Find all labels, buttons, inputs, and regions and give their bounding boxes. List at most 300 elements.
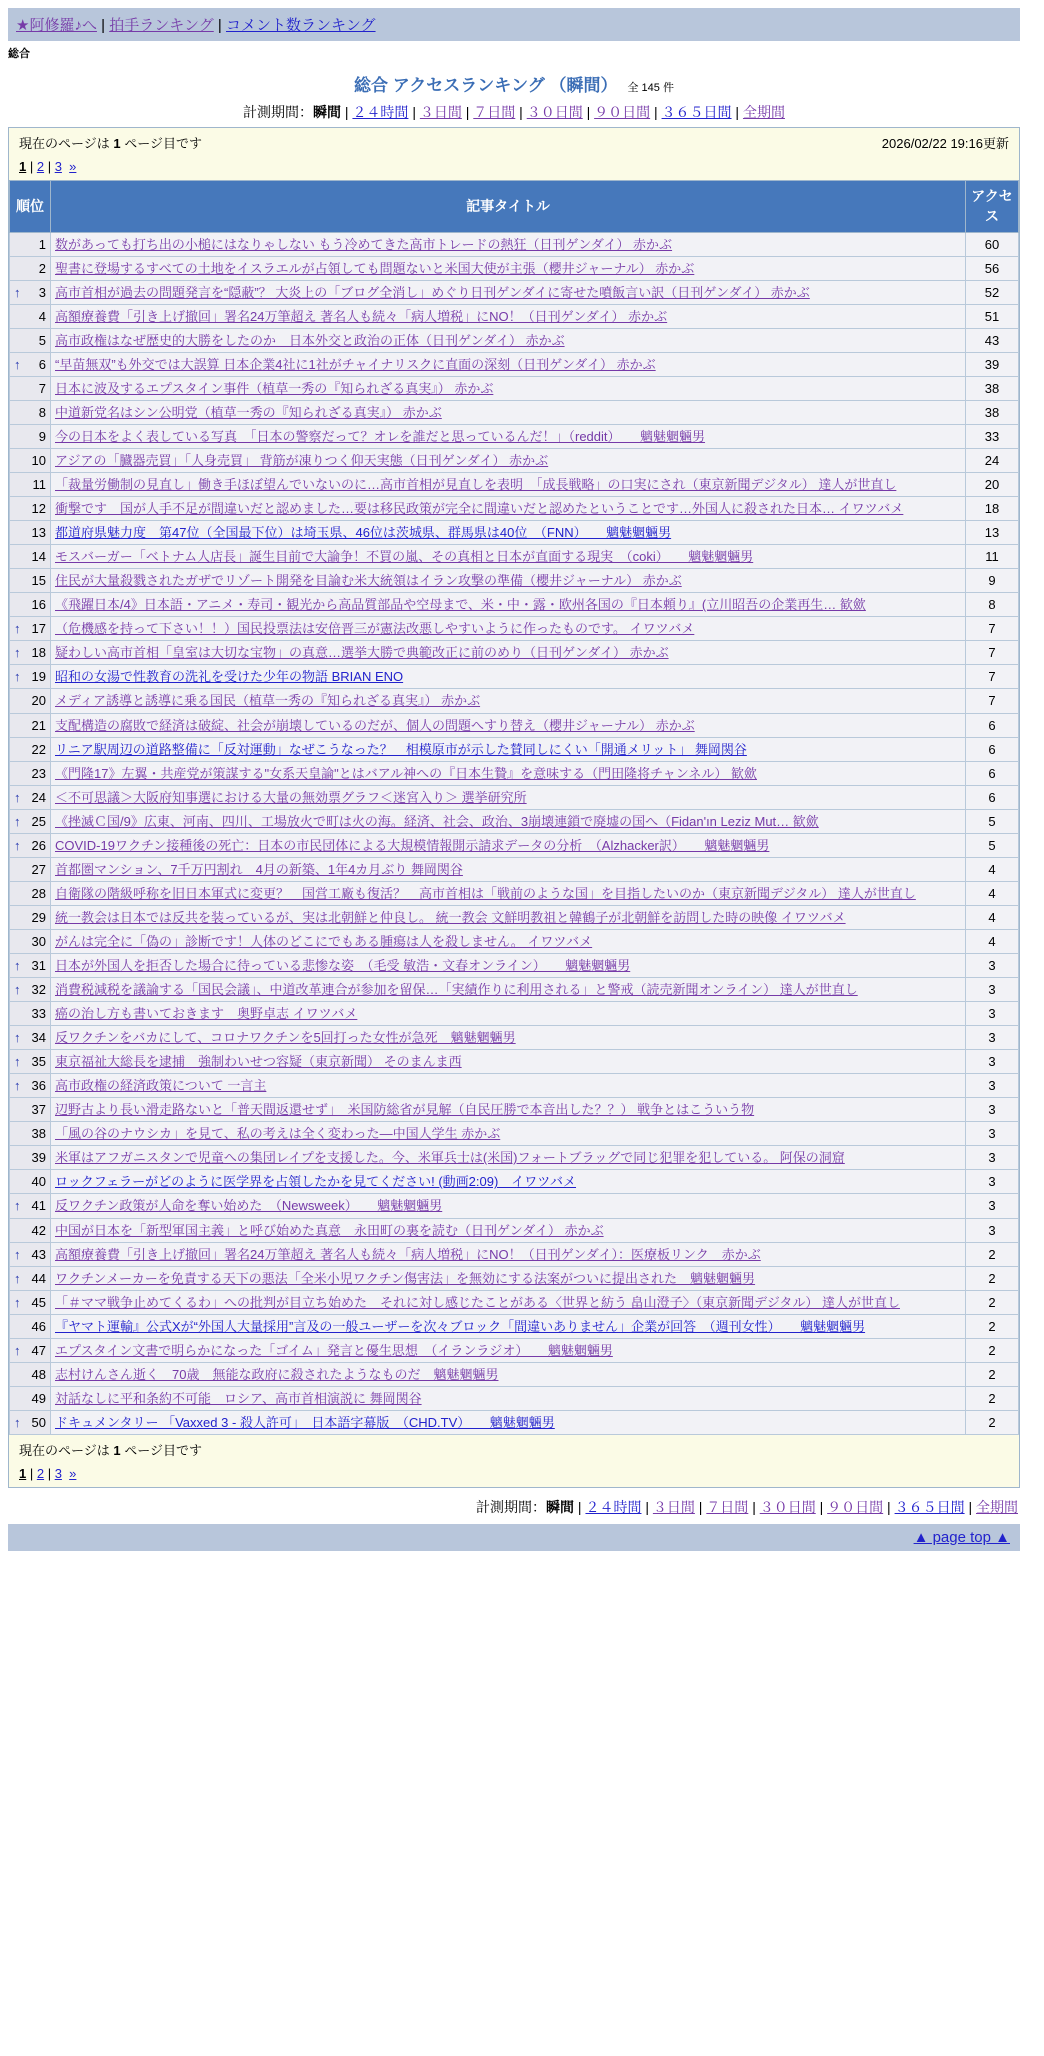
article-link[interactable]: エプスタイン文書で明らかになった「ゴイム」発言と優生思想 （イランラジオ） 魑魅魍魎男 [55, 1342, 613, 1358]
table-row [10, 617, 1019, 641]
period-bar-top [8, 102, 1020, 122]
rank-cell [10, 1170, 51, 1194]
period-link: 瞬間 [313, 104, 342, 120]
col-access: アクセス [966, 181, 1019, 233]
nav-link[interactable]: 拍手ランキング [109, 17, 214, 34]
rank-number: 2 [38, 260, 46, 276]
article-link[interactable]: アジアの「臓器売買」「人身売買」 背筋が凍りつく仰天実態（日刊ゲンダイ） 赤かぶ [55, 453, 549, 469]
article-link[interactable]: ロックフェラーがどのように医学界を占領したかを見てください! (動画2:09) イワツバメ [55, 1174, 577, 1190]
rank-cell [10, 785, 51, 809]
rank-cell [10, 737, 51, 761]
article-title-cell [51, 833, 966, 857]
article-title-cell [51, 352, 966, 376]
rank-cell [10, 1122, 51, 1146]
page-info-top [9, 128, 1019, 180]
access-count: 4 [966, 929, 1019, 953]
article-title-cell [51, 1026, 966, 1050]
article-link[interactable]: 高市政権の経済政策について 一言主 [55, 1078, 267, 1094]
article-title-cell [51, 617, 966, 641]
separator: | [461, 104, 474, 120]
rank-cell [10, 1002, 51, 1026]
article-link[interactable]: 癌の治し方も書いておきます 奥野卓志 イワツバメ [55, 1006, 358, 1022]
article-link[interactable]: 今の日本をよく表している写真 「日本の警察だって？オレを誰だと思っているんだ！」（reddit） 魑魅魍魎男 [55, 428, 706, 444]
rank-number: 23 [31, 765, 46, 781]
article-title-cell [51, 857, 966, 881]
rank-cell [10, 1242, 51, 1266]
table-row [10, 449, 1019, 473]
rank-number: 47 [31, 1342, 46, 1358]
table-row [10, 1146, 1019, 1170]
article-link[interactable]: 都道府県魅力度 第47位（全国最下位）は埼玉県、46位は茨城県、群馬県は40位 （FNN） 魑魅魍魎男 [55, 525, 672, 541]
article-title-cell [51, 1218, 966, 1242]
rank-number: 36 [31, 1078, 46, 1094]
rank-cell [10, 232, 51, 256]
article-link[interactable]: 《挫滅Ｃ国/9》広東、河南、四川、工場放火で町は火の海。経済、社会、政治、3崩壊連鎖で廃墟の国へ（Fidan'ın Leziz Mut… 歓歛 [55, 813, 819, 829]
table-row [10, 1242, 1019, 1266]
rank-cell [10, 1194, 51, 1218]
separator: | [748, 1498, 760, 1515]
rank-number: 44 [31, 1270, 46, 1286]
table-row [10, 1338, 1019, 1362]
table-row [10, 497, 1019, 521]
table-row [10, 256, 1019, 280]
access-count: 8 [966, 593, 1019, 617]
article-title-cell [51, 473, 966, 497]
rank-number: 45 [31, 1294, 46, 1310]
rank-number: 50 [31, 1414, 46, 1430]
article-title-cell [51, 521, 966, 545]
rank-cell [10, 473, 51, 497]
article-link[interactable]: 「裁量労働制の見直し」働き手ほぼ望んでいないのに…高市首相が見直しを表明 「成長戦略」の口実にされ（東京新聞デジタル） 達人が世直し [55, 477, 897, 493]
rank-cell [10, 280, 51, 304]
article-title-cell [51, 665, 966, 689]
period-label: 計測期間： [243, 104, 314, 120]
table-row [10, 761, 1019, 785]
table-row [10, 1290, 1019, 1314]
article-title-cell [51, 761, 966, 785]
access-count: 11 [966, 545, 1019, 569]
period-link[interactable]: ９０日間 [827, 1498, 884, 1515]
rank-number: 4 [38, 308, 46, 324]
access-count: 4 [966, 905, 1019, 929]
rank-cell [10, 328, 51, 352]
article-link[interactable]: 《飛躍日本/4》日本語・アニメ・寿司・観光から高品質部品や空母まで、米・中・露・欧州各国の『日本頼り』(立川昭吾の企業再生… 歓歛 [55, 597, 866, 613]
rank-number: 41 [31, 1198, 46, 1214]
period-link[interactable]: ３６５日間 [661, 104, 732, 120]
period-link[interactable]: ７日間 [706, 1498, 749, 1515]
access-count: 9 [966, 569, 1019, 593]
access-count: 7 [966, 641, 1019, 665]
separator: | [650, 104, 662, 120]
rank-number: 1 [38, 236, 46, 252]
access-count: 3 [966, 1050, 1019, 1074]
access-count: 2 [966, 1386, 1019, 1410]
up-arrow-icon: ↑ [14, 982, 21, 998]
rank-cell [10, 593, 51, 617]
table-row [10, 1218, 1019, 1242]
up-arrow-icon: ↑ [14, 837, 21, 853]
table-row [10, 280, 1019, 304]
article-link[interactable]: 疑わしい高市首相「皇室は大切な宝物」の真意…選挙大勝で典範改正に前のめり（日刊ゲンダイ） 赤かぶ [55, 645, 669, 661]
page-link[interactable]: 2 [36, 159, 45, 174]
article-link[interactable]: 中国が日本を「新型軍国主義」と呼び始めた真意 永田町の裏を読む（日刊ゲンダイ） 赤かぶ [55, 1222, 604, 1238]
rank-cell [10, 809, 51, 833]
rank-cell [10, 1290, 51, 1314]
article-title-cell [51, 905, 966, 929]
article-title-cell [51, 1122, 966, 1146]
article-link[interactable]: 反ワクチンをバカにして、コロナワクチンを5回打った女性が急死 魑魅魍魎男 [55, 1030, 516, 1046]
access-count: 2 [966, 1242, 1019, 1266]
article-link[interactable]: 『ヤマト運輸』公式Xが“外国人大量採用”言及の一般ユーザーを次々ブロック「間違いありません」企業が回答 （週刊女性） 魑魅魍魎男 [55, 1318, 866, 1334]
up-arrow-icon: ↑ [14, 1054, 21, 1070]
article-title-cell [51, 954, 966, 978]
rank-number: 20 [31, 693, 46, 709]
separator: | [213, 17, 226, 34]
article-link[interactable]: ＜不可思議＞大阪府知事選における大量の無効票グラフ＜迷宮入り＞ 選挙研究所 [55, 789, 527, 805]
access-count: 3 [966, 954, 1019, 978]
access-count: 5 [966, 809, 1019, 833]
rank-cell [10, 1074, 51, 1098]
article-link[interactable]: がんは完全に「偽の」診断です！人体のどこにでもある腫瘍は人を殺しません。 イワツバメ [55, 933, 593, 949]
article-link[interactable]: 衝撃です 国が人手不足が間違いだと認めました…要は移民政策が完全に間違いだと認めたということです…外国人に殺された日本… イワツバメ [55, 501, 904, 517]
access-count: 3 [966, 1146, 1019, 1170]
access-count: 24 [966, 449, 1019, 473]
article-title-cell [51, 737, 966, 761]
access-count: 39 [966, 352, 1019, 376]
rank-cell [10, 545, 51, 569]
article-link[interactable]: 「風の谷のナウシカ」を見て、私の考えは全く変わった―中国人学生 赤かぶ [55, 1126, 501, 1142]
article-link[interactable]: 東京福祉大総長を逮捕 強制わいせつ容疑（東京新聞） そのまんま西 [55, 1054, 462, 1070]
table-row [10, 713, 1019, 737]
table-row [10, 1314, 1019, 1338]
table-row [10, 1002, 1019, 1026]
rank-number: 10 [31, 453, 46, 469]
article-title-cell [51, 593, 966, 617]
rank-number: 46 [31, 1318, 46, 1334]
period-link[interactable]: ３０日間 [526, 104, 583, 120]
article-title-cell [51, 280, 966, 304]
article-title-cell [51, 1194, 966, 1218]
table-row [10, 809, 1019, 833]
page-info-bottom [9, 1435, 1019, 1487]
up-arrow-icon: ↑ [14, 645, 21, 661]
rank-number: 35 [31, 1054, 46, 1070]
separator: | [96, 17, 110, 34]
current-page-text: 現在のページは 1 ページ目です [19, 1442, 202, 1458]
article-link[interactable]: 住民が大量殺戮されたガザでリゾート開発を目論む米大統領はイラン攻撃の準備（櫻井ジャーナル） 赤かぶ [55, 573, 682, 589]
access-count: 3 [966, 1218, 1019, 1242]
footer-bar [8, 1524, 1020, 1551]
article-link[interactable]: 統一教会は日本では反共を装っているが、実は北朝鮮と仲良し。 統一教会 文鮮明教祖と韓鶴子が北朝鮮を訪問した時の映像 イワツバメ [55, 909, 846, 925]
article-title-cell [51, 1050, 966, 1074]
rank-number: 15 [31, 573, 46, 589]
period-link[interactable]: 全期間 [976, 1498, 1018, 1515]
up-arrow-icon: ↑ [14, 1414, 21, 1430]
article-title-cell [51, 497, 966, 521]
rank-cell [10, 352, 51, 376]
article-link[interactable]: 志村けんさん逝く 70歳 無能な政府に殺されたようなものだ 魑魅魍魎男 [55, 1366, 499, 1382]
period-link[interactable]: ２４時間 [585, 1498, 642, 1515]
up-arrow-icon: ↑ [14, 621, 21, 637]
page-link[interactable]: 3 [54, 159, 62, 174]
table-row [10, 376, 1019, 400]
period-link[interactable]: ３日間 [419, 104, 462, 120]
article-link[interactable]: “早苗無双”も外交では大誤算 日本企業4社に1社がチャイナリスクに直面の深刻（日刊ゲンダイ） 赤かぶ [55, 356, 656, 372]
article-title-cell [51, 1386, 966, 1410]
article-link[interactable]: 「＃ママ戦争止めてくるわ」への批判が目立ち始めた それに対し感じたことがある〈世界と紡う 畠山澄子〉（東京新聞デジタル） 達人が世直し [55, 1294, 900, 1310]
article-title-cell [51, 1266, 966, 1290]
rank-cell [10, 689, 51, 713]
article-link[interactable]: モスバーガー「ベトナム人店長」誕生目前で大論争！不買の嵐、その真相と日本が直面する現実 （coki） 魑魅魍魎男 [55, 549, 754, 565]
rank-number: 31 [31, 958, 46, 973]
article-link[interactable]: 反ワクチン政策が人命を奪い始めた （Newsweek） 魑魅魍魎男 [55, 1198, 443, 1214]
article-link[interactable]: ドキュメンタリー 「Vaxxed 3 - 殺人許可」 日本語字幕版 （CHD.TV） 魑魅魍魎男 [55, 1414, 555, 1430]
separator: | [26, 159, 37, 174]
period-links [546, 1499, 1018, 1515]
period-link[interactable]: ９０日間 [594, 104, 651, 120]
rank-cell [10, 954, 51, 978]
separator: | [731, 104, 743, 120]
table-row [10, 1362, 1019, 1386]
separator: | [815, 1498, 828, 1515]
rank-number: 29 [31, 909, 46, 925]
rank-number: 19 [31, 669, 46, 685]
table-row [10, 400, 1019, 424]
access-count: 2 [966, 1314, 1019, 1338]
col-title: 記事タイトル [51, 181, 966, 233]
access-count: 3 [966, 1002, 1019, 1026]
rank-number: 39 [31, 1150, 46, 1166]
access-count: 38 [966, 376, 1019, 400]
table-row [10, 785, 1019, 809]
article-title-cell [51, 1098, 966, 1122]
separator: | [408, 104, 420, 120]
article-link[interactable]: 中道新党名はシン公明党（植草一秀の『知られざる真実』） 赤かぶ [55, 404, 442, 420]
access-count: 3 [966, 1098, 1019, 1122]
table-row [10, 1410, 1019, 1434]
article-title-cell [51, 1290, 966, 1314]
access-count: 7 [966, 689, 1019, 713]
access-count: 2 [966, 1266, 1019, 1290]
access-count: 6 [966, 761, 1019, 785]
article-link[interactable]: 《門隆17》左翼・共産党が策謀する"女系天皇論"とはバアル神への『日本生贄』を意味する（門田隆将チャンネル） 歓歛 [55, 765, 758, 781]
article-link[interactable]: ワクチンメーカーを免責する天下の悪法「全米小児ワクチン傷害法」を無効にする法案がついに提出された 魑魅魍魎男 [55, 1270, 756, 1286]
table-row [10, 352, 1019, 376]
rank-cell [10, 857, 51, 881]
article-link[interactable]: 数があっても打ち出の小槌にはなりゃしない もう冷めてきた高市トレードの熱狂（日刊ゲンダイ） 赤かぶ [55, 236, 673, 252]
access-count: 3 [966, 1122, 1019, 1146]
article-link[interactable]: 対話なしに平和条約不可能 ロシア、高市首相演説に 舞岡関谷 [55, 1390, 422, 1406]
up-arrow-icon: ↑ [14, 284, 21, 300]
rank-number: 27 [31, 861, 46, 877]
article-title-cell [51, 809, 966, 833]
rank-number: 24 [31, 789, 46, 805]
access-count: 13 [966, 521, 1019, 545]
page-link[interactable]: 2 [36, 1465, 45, 1481]
article-link[interactable]: 支配構造の腐敗で経済は破綻、社会が崩壊しているのだが、個人の問題へすり替え（櫻井ジャーナル） 赤かぶ [55, 717, 695, 733]
table-row [10, 929, 1019, 953]
up-arrow-icon: ↑ [14, 1198, 21, 1214]
access-count: 3 [966, 1170, 1019, 1194]
rank-cell [10, 1098, 51, 1122]
separator: | [883, 1498, 895, 1515]
access-count: 20 [966, 473, 1019, 497]
rank-cell [10, 1146, 51, 1170]
access-count: 6 [966, 737, 1019, 761]
access-count: 3 [966, 1074, 1019, 1098]
article-link[interactable]: リニア駅周辺の道路整備に「反対運動」なぜこうなった？ 相模原市が示した賛同しにくい「開通メリット」 舞岡関谷 [55, 741, 747, 757]
table-row [10, 304, 1019, 328]
separator: | [44, 159, 55, 174]
table-row [10, 665, 1019, 689]
rank-cell [10, 521, 51, 545]
article-link[interactable]: 自衛隊の階級呼称を旧日本軍式に変更？ 国営工廠も復活？ 高市首相は「戦前のような国」を目指したいのか（東京新聞デジタル） 達人が世直し [55, 885, 916, 901]
table-row [10, 1098, 1019, 1122]
rank-cell [10, 713, 51, 737]
ranking-table [9, 180, 1019, 1435]
table-row [10, 954, 1019, 978]
article-title-cell [51, 256, 966, 280]
rank-cell [10, 1410, 51, 1434]
article-link[interactable]: 消費税減税を議論する「国民会議」、中道改革連合が参加を留保…「実績作りに利用される」と警戒（読売新聞オンライン） 達人が世直し [55, 982, 858, 998]
article-link[interactable]: 高市政権はなぜ歴史的大勝をしたのか 日本外交と政治の正体（日刊ゲンダイ） 赤かぶ [55, 332, 565, 348]
up-arrow-icon: ↑ [14, 1030, 21, 1046]
nav-link[interactable]: コメント数ランキング [225, 17, 376, 34]
rank-number: 14 [31, 549, 46, 565]
article-link[interactable]: 日本に波及するエプスタイン事件（植草一秀の『知られざる真実』） 赤かぶ [55, 380, 494, 396]
article-title-cell [51, 376, 966, 400]
rank-cell [10, 400, 51, 424]
article-link[interactable]: 首都圏マンション、7千万円割れ 4月の新築、1年4カ月ぶり 舞岡関谷 [55, 861, 463, 877]
article-title-cell [51, 881, 966, 905]
table-row [10, 1050, 1019, 1074]
separator: | [964, 1498, 976, 1515]
current-page-text: 現在のページは 1 ページ目です [19, 136, 202, 151]
up-arrow-icon: ↑ [14, 958, 21, 973]
rank-cell [10, 449, 51, 473]
topbar-links [16, 17, 376, 34]
rank-number: 30 [31, 933, 46, 949]
table-row [10, 1122, 1019, 1146]
pagination-top [19, 159, 1009, 174]
period-link[interactable]: 全期間 [742, 104, 785, 120]
rank-cell [10, 978, 51, 1002]
pagination-bottom [19, 1466, 1009, 1481]
page-top-link[interactable]: ▲ page top ▲ [913, 1528, 1010, 1546]
article-link[interactable]: （危機感を持って下さい！！）国民投票法は安倍晋三が憲法改悪しやすいように作ったものです。 イワツバメ [55, 621, 695, 637]
period-link[interactable]: ７日間 [473, 104, 516, 120]
nav-link[interactable]: ★阿修羅♪へ [16, 17, 97, 34]
access-count: 7 [966, 617, 1019, 641]
rank-number: 42 [31, 1222, 46, 1238]
article-link[interactable]: COVID-19ワクチン接種後の死亡：日本の市民団体による大規模情報開示請求データの分析 （Alzhacker訳） 魑魅魍魎男 [55, 837, 770, 853]
article-title-cell [51, 232, 966, 256]
article-title-cell [51, 1146, 966, 1170]
period-link[interactable]: ２４時間 [352, 104, 409, 120]
rank-number: 8 [38, 404, 46, 420]
rank-cell [10, 497, 51, 521]
rank-number: 25 [31, 813, 46, 829]
access-count: 33 [966, 424, 1019, 448]
rank-cell [10, 761, 51, 785]
rank-number: 26 [31, 837, 46, 853]
col-rank: 順位 [10, 181, 51, 233]
access-count: 5 [966, 833, 1019, 857]
rank-number: 34 [31, 1030, 46, 1046]
table-header-row [10, 181, 1019, 233]
rank-number: 9 [38, 428, 46, 444]
article-title-cell [51, 328, 966, 352]
article-title-cell [51, 1170, 966, 1194]
updated-text: 2026/02/22 19:16更新 [881, 136, 1009, 151]
rank-number: 37 [31, 1102, 46, 1118]
access-count: 4 [966, 881, 1019, 905]
rank-cell [10, 665, 51, 689]
table-row [10, 328, 1019, 352]
up-arrow-icon: ↑ [14, 813, 21, 829]
article-link[interactable]: 高額療養費「引き上げ撤回」署名24万筆超え 著名人も続々「病人増税」にNO！（日刊ゲンダイ） 赤かぶ [55, 308, 668, 324]
separator: | [341, 104, 353, 120]
rank-number: 7 [38, 380, 46, 396]
rank-cell [10, 1050, 51, 1074]
article-title-cell [51, 929, 966, 953]
table-row [10, 1170, 1019, 1194]
article-link[interactable]: 辺野古より長い滑走路ないと「普天間返還せず」 米国防総省が見解（自民圧勝で本音出した？？） 戦争とはこういう物 [55, 1102, 755, 1118]
separator: | [44, 1465, 55, 1481]
access-count: 6 [966, 785, 1019, 809]
page-link[interactable]: » [69, 1465, 77, 1481]
article-title-cell [51, 449, 966, 473]
page-link[interactable]: » [69, 159, 77, 174]
rank-cell [10, 833, 51, 857]
rank-number: 12 [31, 501, 46, 517]
separator: | [694, 1498, 707, 1515]
period-link[interactable]: ３６５日間 [894, 1498, 965, 1515]
article-title-cell [51, 545, 966, 569]
rank-cell [10, 905, 51, 929]
period-link[interactable]: ３０日間 [759, 1498, 816, 1515]
period-link[interactable]: ３日間 [652, 1498, 695, 1515]
article-title-cell [51, 1338, 966, 1362]
article-link[interactable]: 昭和の女湯で性教育の洗礼を受けた少年の物語 BRIAN ENO [55, 669, 404, 685]
separator: | [641, 1498, 653, 1515]
page-link[interactable]: 3 [54, 1465, 62, 1481]
article-link[interactable]: メディア誘導と誘導に乗る国民（植草一秀の『知られざる真実』） 赤かぶ [55, 693, 481, 709]
page-link: 1 [19, 159, 27, 174]
up-arrow-icon: ↑ [14, 1246, 21, 1262]
rank-number: 11 [32, 477, 46, 493]
rank-number: 22 [31, 741, 46, 757]
table-row [10, 1266, 1019, 1290]
table-row [10, 641, 1019, 665]
article-link[interactable]: 高市首相が過去の問題発言を“隠蔽”？ 大炎上の「ブログ全消し」めぐり日刊ゲンダイに寄せた噴飯言い訳（日刊ゲンダイ） 赤かぶ [55, 284, 810, 300]
table-row [10, 569, 1019, 593]
article-link[interactable]: 聖書に登場するすべての土地をイスラエルが占領しても問題ないと米国大使が主張（櫻井ジャーナル） 赤かぶ [55, 260, 695, 276]
table-row [10, 1074, 1019, 1098]
table-row [10, 473, 1019, 497]
access-count: 2 [966, 1410, 1019, 1434]
article-link[interactable]: 日本が外国人を拒否した場合に待っている悲惨な姿 （毛受 敏浩・文春オンライン） 魑魅魍魎男 [55, 958, 631, 973]
table-row [10, 593, 1019, 617]
rank-number: 33 [31, 1006, 46, 1022]
table-row [10, 521, 1019, 545]
article-link[interactable]: 米軍はアフガニスタンで児童への集団レイプを支援した。今、米軍兵士は(米国)フォートブラッグで同じ犯罪を犯している。 阿保の洞窟 [55, 1150, 845, 1166]
access-count: 43 [966, 328, 1019, 352]
rank-number: 5 [38, 332, 46, 348]
article-link[interactable]: 高額療養費「引き上げ撤回」署名24万筆超え 著名人も続々「病人増税」にNO！（日刊ゲンダイ）：医療板リンク 赤かぶ [55, 1246, 761, 1262]
access-count: 3 [966, 978, 1019, 1002]
rank-number: 48 [31, 1366, 46, 1382]
